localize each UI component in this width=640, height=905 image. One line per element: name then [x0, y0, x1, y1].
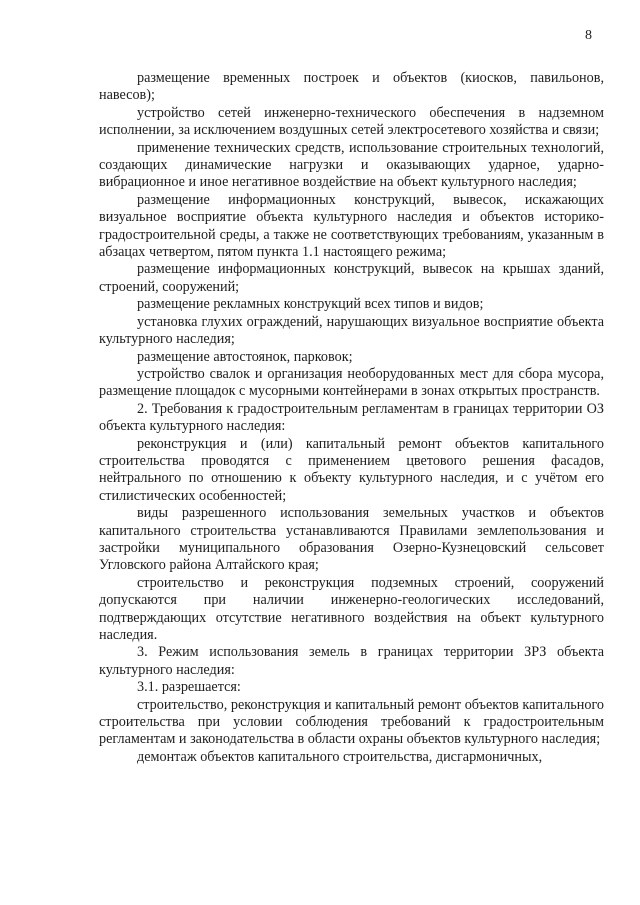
section-heading: 2. Требования к градостроительным регламентам в границах территории ОЗ объекта культурного наследия:: [99, 400, 604, 435]
paragraph: устройство свалок и организация необорудованных мест для сбора мусора, размещение площадок с мусорными контейнерами в зонах открытых пространств.: [99, 365, 604, 400]
section-heading: 3. Режим использования земель в границах территории ЗРЗ объекта культурного наследия:: [99, 644, 604, 678]
document-body: [99, 70, 604, 766]
subsection-heading: 3.1. разрешается:: [137, 679, 241, 696]
page-number: 8: [585, 28, 592, 43]
paragraph: установка глухих ограждений, нарушающих визуальное восприятие объекта культурного наследия;: [99, 313, 604, 348]
paragraph: размещение информационных конструкций, вывесок, искажающих визуальное восприятие объекта культурного наследия и объектов историко-градостроительной среды, а также не соответствующих требованиям, указанным в абзацах четвертом, пятом пункта 1.1 настоящего режима;: [99, 191, 604, 261]
paragraph: размещение временных построек и объектов (киосков, павильонов, навесов);: [99, 70, 604, 104]
paragraph: применение технических средств, использование строительных технологий, создающих динамические нагрузки и оказывающих ударное, ударно-вибрационное и иное негативное воздействие на объект культурного наследия;: [99, 139, 604, 191]
paragraph: размещение рекламных конструкций всех типов и видов;: [137, 296, 484, 313]
paragraph: реконструкция и (или) капитальный ремонт объектов капитального строительства проводятся с применением цветового решения фасадов, нейтрального по отношению к объекту культурного наследия, и с учётом его стилистических особенностей;: [99, 435, 604, 504]
paragraph: демонтаж объектов капитального строительства, дисгармоничных,: [137, 748, 543, 765]
paragraph: размещение информационных конструкций, вывесок на крышах зданий, строений, сооружений;: [99, 261, 604, 295]
paragraph: строительство, реконструкция и капитальный ремонт объектов капитального строительства при условии соблюдения требований к градостроительным регламентам и законодательства в области охраны объектов культурного наследия;: [99, 696, 604, 748]
paragraph: виды разрешенного использования земельных участков и объектов капитального строительства устанавливаются Правилами землепользования и застройки муниципального образования Озерно-Кузнецовский сельсовет Угловского района Алтайского края;: [99, 505, 604, 574]
paragraph: устройство сетей инженерно-технического обеспечения в надземном исполнении, за исключением воздушных сетей электросетевого хозяйства и связи;: [99, 104, 604, 139]
paragraph: размещение автостоянок, парковок;: [137, 348, 353, 365]
paragraph: строительство и реконструкция подземных строений, сооружений допускаются при наличии инженерно-геологических исследований, подтверждающих отсутствие негативного воздействия на объект культурного наследия.: [99, 574, 604, 643]
